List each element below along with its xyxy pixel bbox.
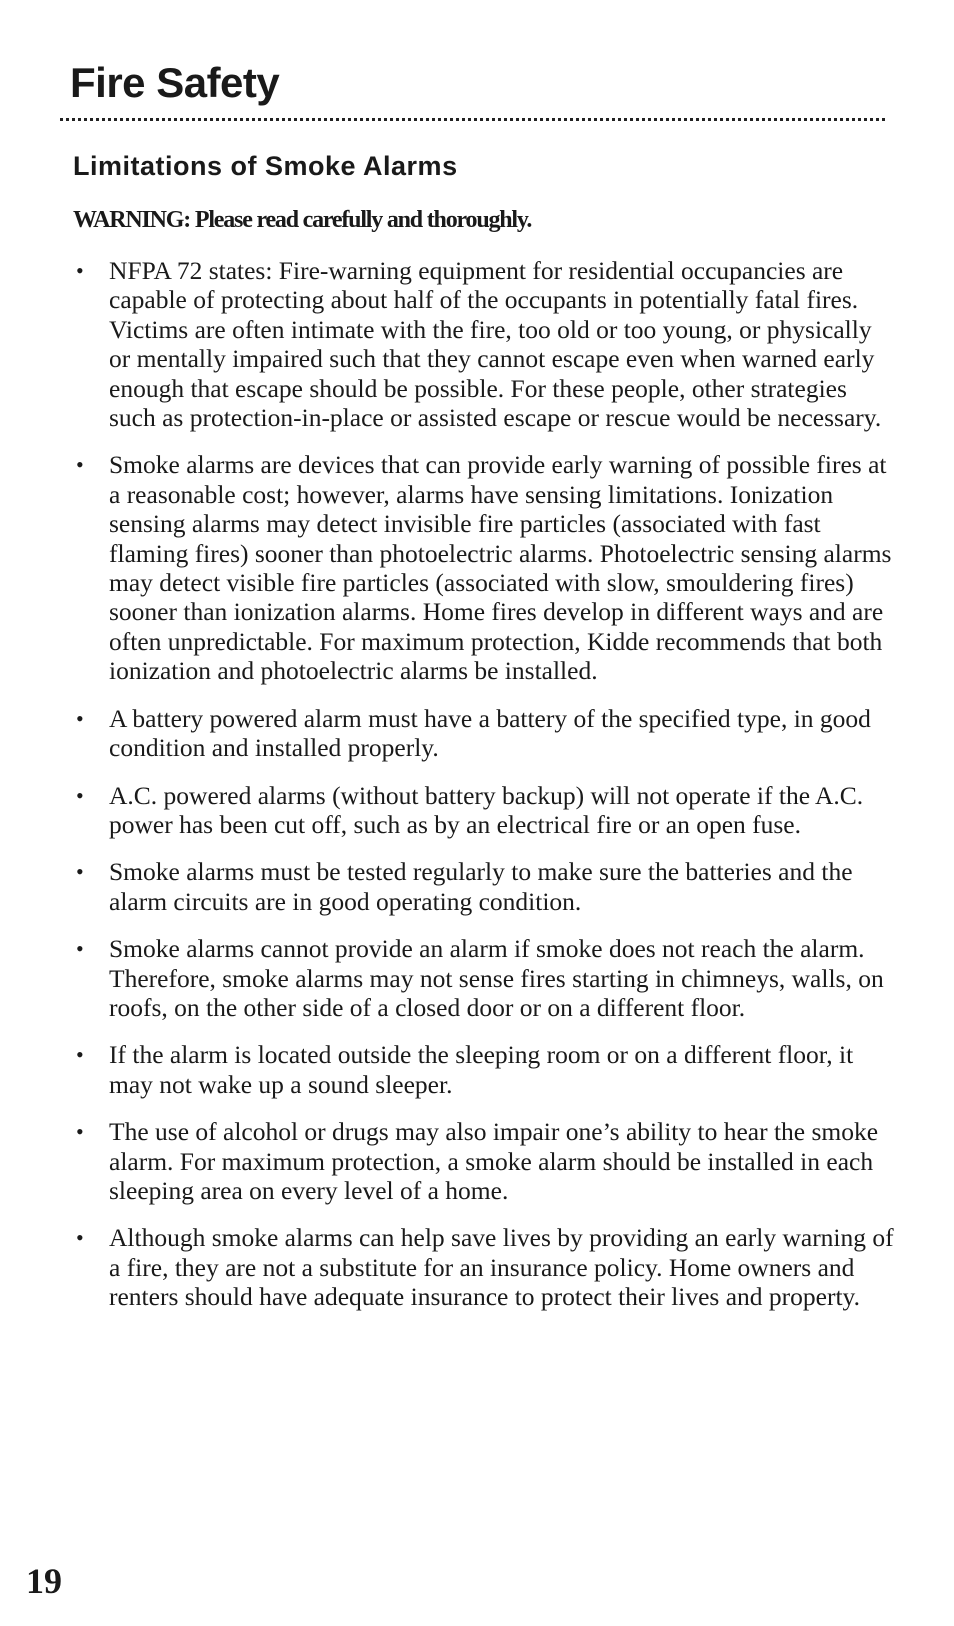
list-item-text: NFPA 72 states: Fire-warning equipment for residential occupancies are capable of protecting about half of the occupants in potentially fatal fires. Victims are often intimate with the fire, too old or too young, or physically or mentally impaired such that they cannot escape even when warned early enough that escape should be possible. For these people, other strategies such as protection-in-place or assisted escape or rescue would be necessary. xyxy=(109,256,882,433)
section-title: Limitations of Smoke Alarms xyxy=(73,151,458,181)
bullet-icon: • xyxy=(76,1119,84,1145)
bullet-icon: • xyxy=(76,1042,84,1068)
list-item xyxy=(76,1117,898,1205)
list-item xyxy=(76,704,898,763)
list-item xyxy=(76,450,898,685)
bullet-icon: • xyxy=(76,859,84,885)
dotted-divider xyxy=(60,118,885,121)
list-item-text: A battery powered alarm must have a battery of the specified type, in good condition and installed properly. xyxy=(109,703,871,763)
bullet-icon: • xyxy=(76,1225,84,1251)
page-number: 19 xyxy=(26,1561,62,1601)
list-item-text: Smoke alarms must be tested regularly to make sure the batteries and the alarm circuits are in good operating condition. xyxy=(109,857,853,916)
page-title: Fire Safety xyxy=(70,59,280,106)
list-item xyxy=(76,256,898,432)
warning-text: WARNING: Please read carefully and thoroughly. xyxy=(73,207,532,233)
bullet-icon: • xyxy=(76,705,84,731)
bullet-icon: • xyxy=(76,258,84,283)
list-item xyxy=(76,934,898,1022)
list-item-text: Smoke alarms are devices that can provide early warning of possible fires at a reasonable cost; however, alarms have sensing limitations. Ionization sensing alarms may detect invisible fire particles (associated with fast flaming fires) sooner than photoelectric alarms. Photoelectric sensing alarms may detect visible fire particles (associated with slow, smouldering fires) sooner than ionization alarms. Home fires develop in different ways and are often unpredictable. For maximum protection, Kidde recommends that both ionization and photoelectric alarms be installed. xyxy=(109,450,892,686)
list-item-text: Smoke alarms cannot provide an alarm if smoke does not reach the alarm. Therefore, smoke alarms may not sense fires starting in chimneys, walls, on roofs, on the other side of a closed door or on a different floor. xyxy=(109,934,884,1022)
bullet-icon: • xyxy=(76,782,84,808)
list-item-text: Although smoke alarms can help save lives by providing an early warning of a fire, they are not a substitute for an insurance policy. Home owners and renters should have adequate insurance to protect their lives and property. xyxy=(109,1223,894,1312)
bullet-icon: • xyxy=(76,452,84,478)
list-item xyxy=(76,1040,898,1099)
bullet-icon: • xyxy=(76,936,84,962)
list-item xyxy=(76,1223,898,1311)
list-item xyxy=(76,857,898,916)
list-item xyxy=(76,781,898,840)
list-item-text: The use of alcohol or drugs may also impair one’s ability to hear the smoke alarm. For maximum protection, a smoke alarm should be installed in each sleeping area on every level of a home. xyxy=(109,1117,879,1205)
list-item-text: A.C. powered alarms (without battery backup) will not operate if the A.C. power has been cut off, such as by an electrical fire or an open fuse. xyxy=(109,780,864,839)
list-item-text: If the alarm is located outside the sleeping room or on a different floor, it may not wake up a sound sleeper. xyxy=(109,1040,854,1099)
limitations-list xyxy=(76,256,898,1330)
